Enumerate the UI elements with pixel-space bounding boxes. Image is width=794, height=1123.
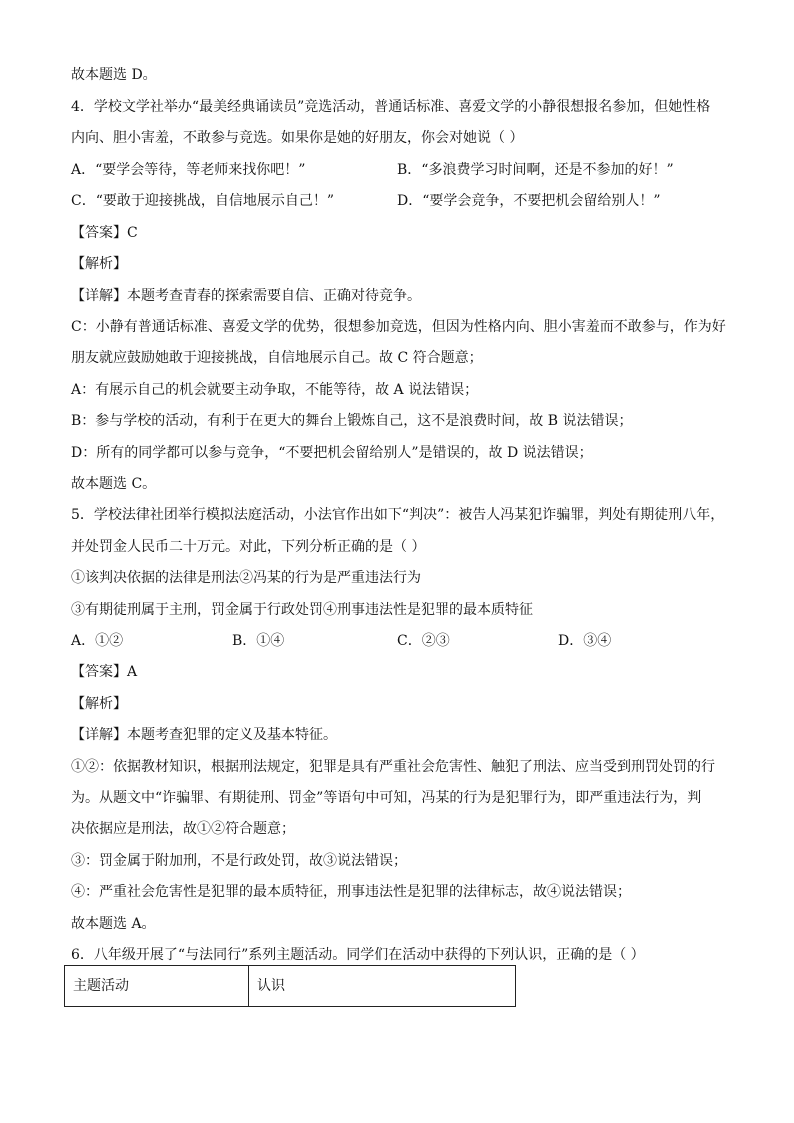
question-5-option-b: B．①④: [232, 633, 285, 649]
question-4-stem: 4．学校文学社举办“最美经典诵读员”竞选活动，普通话标准、喜爱文学的小静很想报名参加，但她性格: [71, 99, 711, 115]
question-4-answer: [71, 223, 138, 243]
question-5-stem: 5．学校法律社团举行模拟法庭活动，小法官作出如下“判决”：被告人冯某犯诈骗罪，判处有期徒刑八年，: [71, 507, 725, 523]
question-4-option-a: A．“要学会等待，等老师来找你吧！”: [71, 162, 306, 178]
table-header-theme: 主题活动: [65, 966, 249, 1007]
question-5-statements-34: ③有期徒刑属于主刑，罚金属于行政处罚④刑事违法性是犯罪的最本质特征: [71, 602, 533, 618]
question-5-option-d: D．③④: [558, 633, 612, 649]
question-4-explain-c-cont: 朋友就应鼓励她敢于迎接挑战，自信地展示自己。故 C 符合题意；: [71, 350, 483, 366]
question-5-answer: [71, 662, 137, 682]
question-4-stem-cont: 内向、胆小害羞，不敢参与竞选。如果你是她的好朋友，你会对她说（ ）: [71, 130, 524, 146]
question-4-explain-b: B：参与学校的活动，有利于在更大的舞台上锻炼自己，这不是浪费时间，故 B 说法错误；: [71, 413, 633, 429]
question-5-explain-12: ①②：依据教材知识，根据刑法规定，犯罪是具有严重社会危害性、触犯了刑法、应当受到刑罚处罚的行: [71, 759, 715, 775]
text-line: 故本题选 D。: [71, 67, 157, 83]
question-5-explain-12-cont2: 决依据应是刑法，故①②符合题意；: [71, 821, 295, 837]
question-5-option-a: A．①②: [71, 633, 124, 649]
answer-tag: 【答案】: [71, 664, 127, 680]
question-5-stem-cont: 并处罚金人民币二十万元。对此，下列分析正确的是（ ）: [71, 539, 426, 555]
question-5-option-c: C．②③: [397, 633, 450, 649]
question-4-option-d: D．“要学会竞争，不要把机会留给别人！”: [397, 193, 661, 209]
answer-value: A: [127, 664, 138, 680]
question-6-stem: 6．八年级开展了“与法同行”系列主题活动。同学们在活动中获得的下列认识，正确的是（ ）: [71, 947, 645, 963]
question-5-analysis-tag: 【解析】: [71, 696, 127, 712]
table-header-understanding: 认识: [249, 966, 516, 1007]
table-row: [65, 966, 516, 1007]
question-4-explain-d: D：所有的同学都可以参与竞争，“不要把机会留给别人”是错误的，故 D 说法错误；: [71, 445, 593, 461]
question-5-explain-4: ④：严重社会危害性是犯罪的最本质特征，刑事违法性是犯罪的法律标志，故④说法错误；: [71, 884, 631, 900]
question-5-detail: 【详解】本题考查犯罪的定义及基本特征。: [71, 727, 337, 743]
question-4-option-c: C．“要敢于迎接挑战，自信地展示自己！”: [71, 193, 335, 209]
question-6-table: [64, 965, 516, 1007]
question-4-option-b: B．“多浪费学习时间啊，还是不参加的好！”: [397, 162, 674, 178]
question-5-explain-3: ③：罚金属于附加刑，不是行政处罚，故③说法错误；: [71, 853, 407, 869]
question-4-analysis-tag: 【解析】: [71, 256, 127, 272]
answer-tag: 【答案】: [71, 225, 127, 241]
question-4-conclusion: 故本题选 C。: [71, 476, 157, 492]
question-5-statements-12: ①该判决依据的法律是刑法②冯某的行为是严重违法行为: [71, 570, 421, 586]
question-5-conclusion: 故本题选 A。: [71, 916, 156, 932]
answer-value: C: [127, 225, 138, 241]
question-4-detail: 【详解】本题考查青春的探索需要自信、正确对待竞争。: [71, 288, 421, 304]
question-4-explain-a: A：有展示自己的机会就要主动争取，不能等待，故 A 说法错误；: [71, 382, 479, 398]
question-4-explain-c: C：小静有普通话标准、喜爱文学的优势，很想参加竞选，但因为性格内向、胆小害羞而不敢参与，作为好: [71, 319, 726, 335]
question-5-explain-12-cont: 为。从题文中“诈骗罪、有期徒刑、罚金”等语句中可知，冯某的行为是犯罪行为，即严重违法行为，判: [71, 790, 702, 806]
